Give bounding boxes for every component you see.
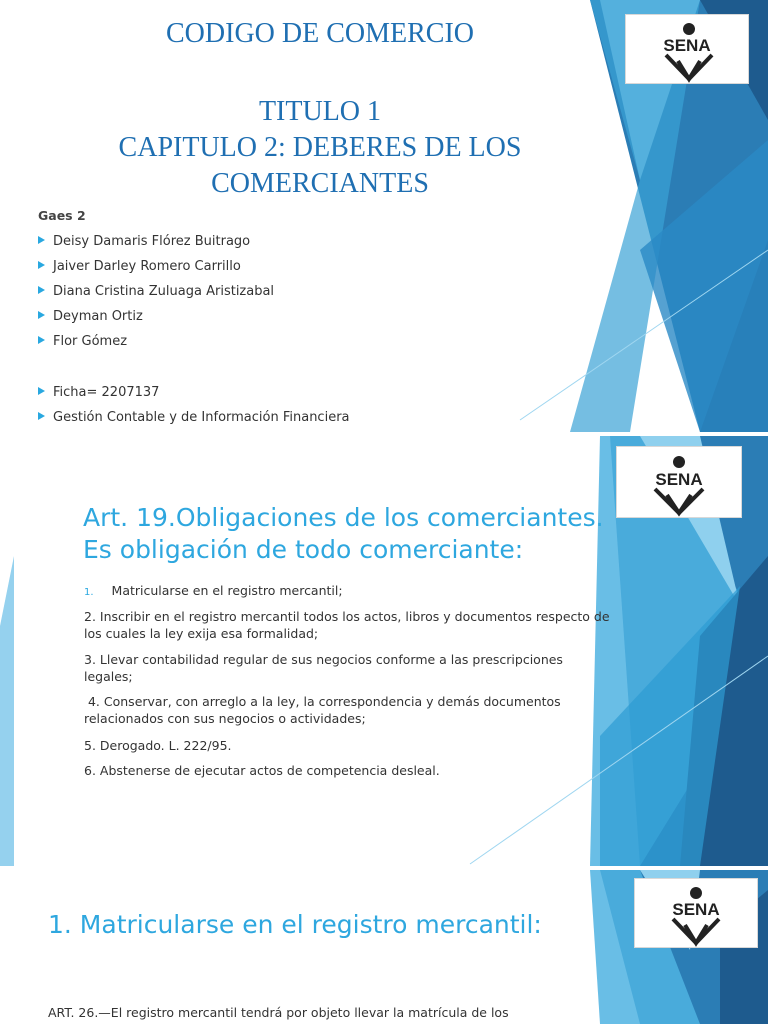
sena-logo [634,878,758,948]
article-heading-line2: Es obligación de todo comerciante: [83,535,524,564]
slide-matricula [0,870,768,1024]
section-heading: 1. Matricularse en el registro mercantil: [48,910,542,939]
obligation-item: 5. Derogado. L. 222/95. [84,738,232,753]
slide-article-19 [0,436,768,866]
slide-cover [0,0,768,432]
sena-logo [616,446,742,518]
capitulo-line: CAPITULO 2: DEBERES DE LOS [118,132,522,163]
group-label: Gaes 2 [38,208,86,223]
article-heading [83,502,604,566]
sena-logo [625,14,749,84]
capitulo-line-2: COMERCIANTES [211,168,429,199]
member-item: Flor Gómez [38,334,127,349]
ficha-item: Ficha= 2207137 [38,385,159,400]
article-heading-line1: Art. 19.Obligaciones de los comerciantes. [83,503,604,532]
logo-text: SENA [655,470,703,489]
member-item: Deisy Damaris Flórez Buitrago [38,234,250,249]
titulo-line: TITULO 1 [258,96,382,127]
obligation-item: 6. Abstenerse de ejecutar actos de competencia desleal. [84,763,440,778]
obligation-item: 4. Conservar, con arreglo a la ley, la correspondencia y demás documentos relacionados con sus negocios o actividades; [84,694,565,726]
article-26-text: ART. 26.—El registro mercantil tendrá por objeto llevar la matrícula de los [48,1005,509,1020]
obligation-item: 1. Matricularse en el registro mercantil; [84,583,343,598]
item-number: 1. [84,587,94,598]
chapter-heading [60,94,580,202]
logo-text: SENA [663,36,711,55]
member-item: Jaiver Darley Romero Carrillo [38,259,241,274]
logo-text: SENA [672,900,720,919]
program-item: Gestión Contable y de Información Financiera [38,410,350,425]
document-title: CODIGO DE COMERCIO [166,18,474,49]
member-item: Diana Cristina Zuluaga Aristizabal [38,284,274,299]
obligation-item: 2. Inscribir en el registro mercantil todos los actos, libros y documentos respecto de los cuales la ley exija esa formalidad; [84,609,610,641]
obligation-item: 3. Llevar contabilidad regular de sus negocios conforme a las prescripciones legales; [84,652,563,684]
member-item: Deyman Ortiz [38,309,143,324]
